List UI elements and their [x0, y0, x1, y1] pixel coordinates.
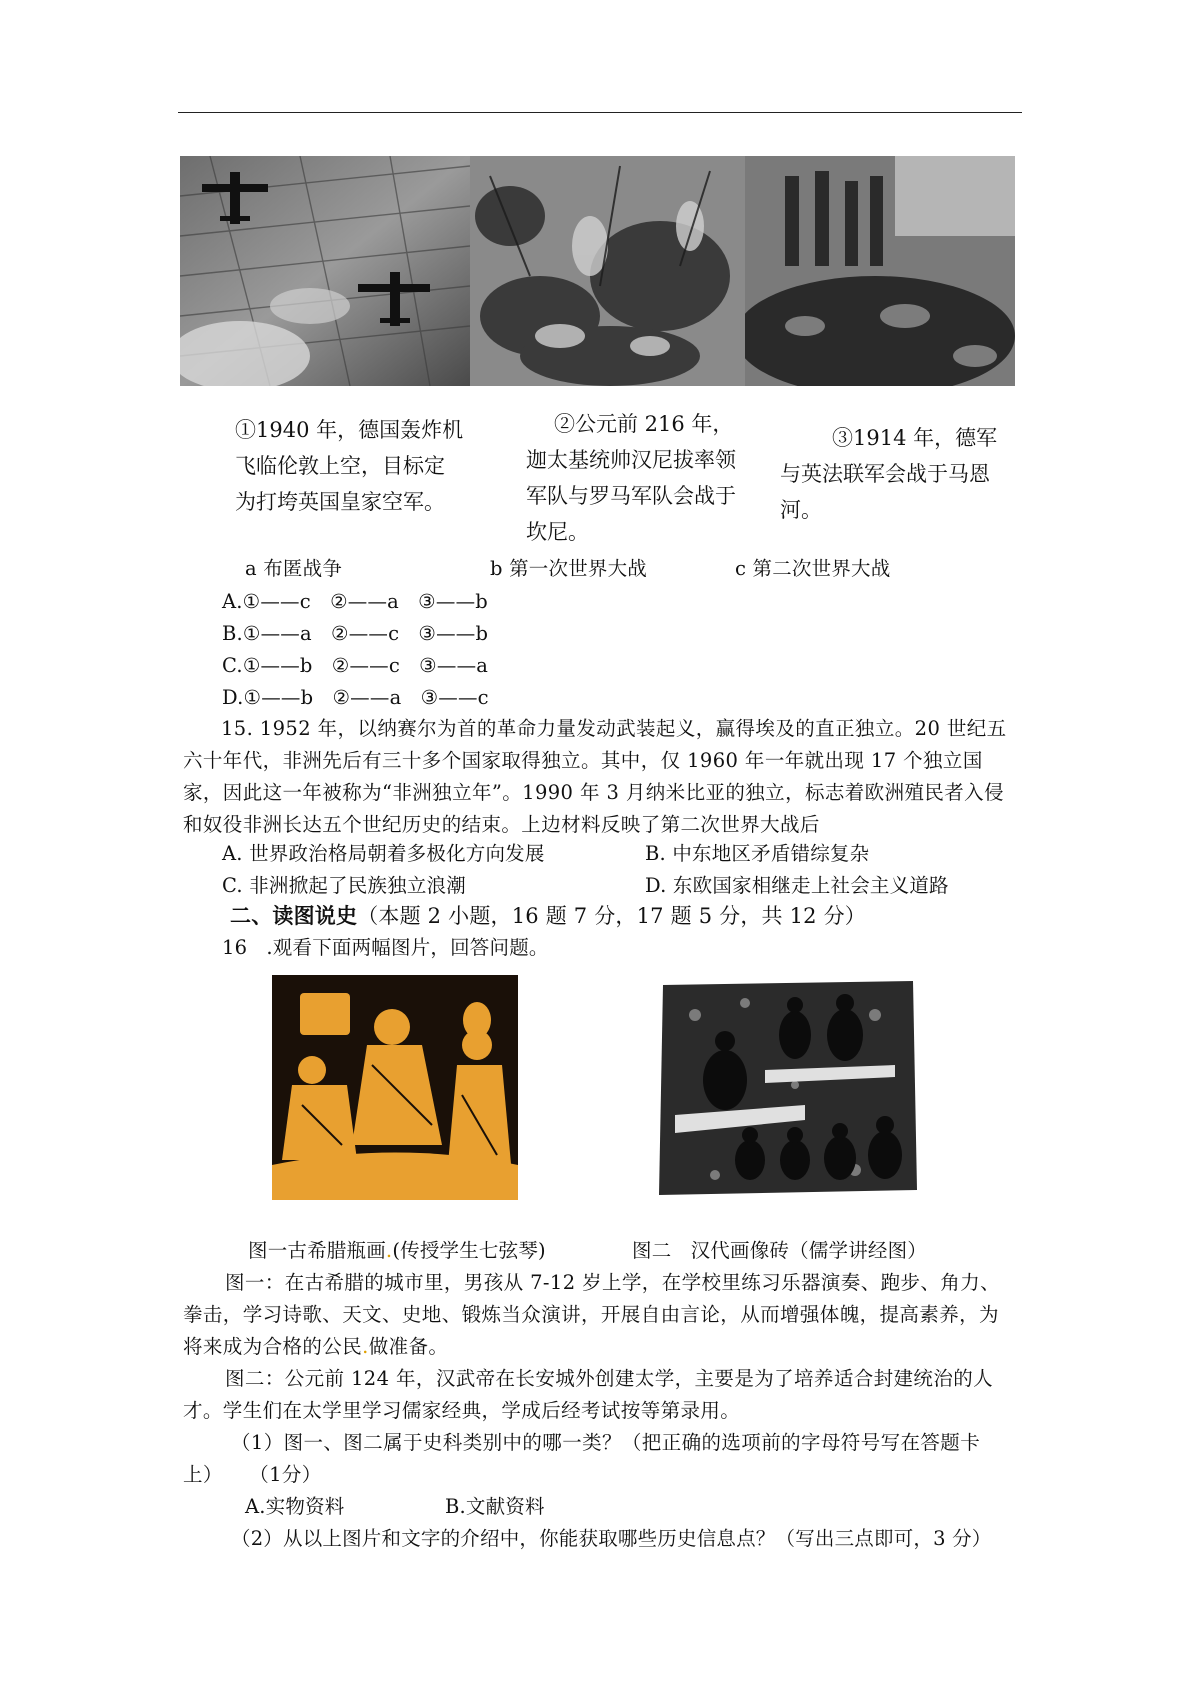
war-option-b: b 第一次世界大战	[490, 557, 647, 580]
caption-2-text: ②公元前 216 年，迦太基统帅汉尼拔率领军队与罗马军队会战于坎尼。	[526, 412, 736, 544]
caption-box-3	[770, 418, 1015, 548]
q15-option-a: A. 世界政治格局朝着多极化方向发展	[222, 842, 545, 865]
q16-sub-question-1: （1）图一、图二属于史科类别中的哪一类？（把正确的选项前的字母符号写在答题卡上） （1分）	[183, 1431, 981, 1486]
q16-sub1-option-a: A.实物资料	[245, 1495, 345, 1518]
figure-1-greek-vase-painting	[272, 975, 518, 1200]
q16-stem: 16 .观看下面两幅图片，回答问题。	[222, 936, 549, 959]
q16-text-fig1-end: 做准备。	[368, 1335, 449, 1358]
figure-2-han-brick-relief	[655, 975, 920, 1200]
photo-battle-of-marne	[745, 156, 1015, 386]
war-option-a: a 布匿战争	[245, 557, 343, 580]
q15-option-b: B. 中东地区矛盾错综复杂	[645, 842, 870, 865]
q14-option-c: C.①——b ②——c ③——a	[222, 654, 489, 677]
text-dot: .	[362, 1335, 369, 1358]
figure-2-caption: 图二 汉代画像砖（儒学讲经图）	[632, 1239, 927, 1262]
q14-option-b: B.①——a ②——c ③——b	[222, 622, 489, 645]
header-rule	[178, 112, 1022, 113]
figure-1-caption: 图一古希腊瓶画	[248, 1239, 386, 1262]
war-option-c: c 第二次世界大战	[735, 557, 891, 580]
photo-bombers-london	[180, 156, 470, 386]
q15-option-d: D. 东欧国家相继走上社会主义道路	[645, 874, 949, 897]
q14-option-d: D.①——b ②——a ③——c	[222, 686, 489, 709]
q16-text-fig1	[183, 1267, 1018, 1363]
q16-sub-question-2: （2）从以上图片和文字的介绍中，你能获取哪些历史信息点？（写出三点即可，3 分）	[231, 1527, 992, 1550]
section-2-title: 二、读图说史	[230, 904, 358, 928]
q16-text-fig2: 图二：公元前 124 年，汉武帝在长安城外创建太学，主要是为了培养适合封建统治的人才。学生们在太学里学习儒家经典，学成后经考试按等第录用。	[183, 1367, 994, 1422]
caption-3-text: ③1914 年，德军与英法联军会战于马恩河。	[780, 426, 998, 522]
q15-stem: 15. 1952 年，以纳赛尔为首的革命力量发动武装起义，赢得埃及的直正独立。20 世纪五六十年代，非洲先后有三十多个国家取得独立。其中，仅 1960 年一年就出现 17 个独立国家，因此这一年被称为“非洲独立年”。1990 年 3 月纳米比亚的独立，标志着欧洲殖民者入侵和奴役非洲长达五个世纪历史的结束。上边材料反映了第二次世界大战后	[183, 717, 1007, 836]
photo-battle-of-cannae	[470, 156, 745, 386]
caption-box-1	[225, 410, 475, 546]
figure-captions	[248, 1235, 546, 1267]
section-2-note: （本题 2 小题，16 题 7 分，17 题 5 分，共 12 分）	[357, 904, 867, 928]
q16-text-fig1-main: 图一：在古希腊的城市里，男孩从 7-12 岁上学，在学校里练习乐器演奏、跑步、角力、拳击，学习诗歌、天文、史地、锻炼当众演讲，开展自由言论，从而增强体魄，提高素养，为将来成为合格的公民	[183, 1271, 1001, 1358]
q14-option-a: A.①——c ②——a ③——b	[222, 590, 488, 613]
section-2-heading	[230, 900, 866, 932]
q15-option-c: C. 非洲掀起了民族独立浪潮	[222, 874, 466, 897]
caption-dot: .	[385, 1239, 393, 1262]
q16-sub1-option-b: B.文献资料	[445, 1495, 545, 1518]
figure-1-caption-rest: (传授学生七弦琴)	[392, 1239, 546, 1262]
caption-box-2	[512, 404, 760, 548]
caption-1-text: ①1940 年，德国轰炸机飞临伦敦上空，目标定为打垮英国皇家空军。	[235, 418, 464, 514]
